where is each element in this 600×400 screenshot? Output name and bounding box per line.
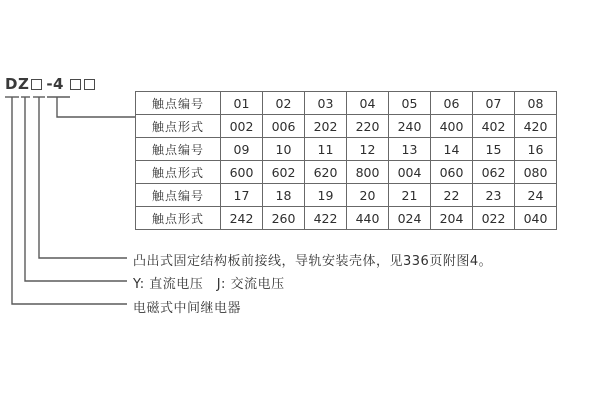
table-row <box>136 138 557 161</box>
row-label: 触点形式 <box>136 161 221 184</box>
table-cell: 17 <box>221 184 263 207</box>
annotation-structure: 凸出式固定结构板前接线，导轨安装壳体，见336页附图4。 <box>133 254 493 269</box>
table-cell: 202 <box>305 115 347 138</box>
table-cell: 062 <box>473 161 515 184</box>
table-cell: 21 <box>389 184 431 207</box>
table-cell: 060 <box>431 161 473 184</box>
table-cell: 15 <box>473 138 515 161</box>
table-cell: 03 <box>305 92 347 115</box>
table-cell: 24 <box>515 184 557 207</box>
table-cell: 602 <box>263 161 305 184</box>
table-row <box>136 92 557 115</box>
table-cell: 440 <box>347 207 389 230</box>
table-cell: 040 <box>515 207 557 230</box>
table-row <box>136 184 557 207</box>
table-cell: 400 <box>431 115 473 138</box>
placeholder-box <box>70 79 81 90</box>
model-dash-number: -4 <box>46 75 64 93</box>
table-row <box>136 115 557 138</box>
table-cell: 23 <box>473 184 515 207</box>
leader-line-structure <box>39 97 127 258</box>
table-cell: 420 <box>515 115 557 138</box>
row-label: 触点编号 <box>136 184 221 207</box>
leader-line-contact-table <box>57 97 135 117</box>
table-cell: 080 <box>515 161 557 184</box>
table-cell: 800 <box>347 161 389 184</box>
table-cell: 260 <box>263 207 305 230</box>
table-cell: 05 <box>389 92 431 115</box>
table-cell: 09 <box>221 138 263 161</box>
table-cell: 22 <box>431 184 473 207</box>
table-cell: 16 <box>515 138 557 161</box>
table-cell: 19 <box>305 184 347 207</box>
table-cell: 10 <box>263 138 305 161</box>
placeholder-box <box>84 79 95 90</box>
table-cell: 620 <box>305 161 347 184</box>
table-cell: 02 <box>263 92 305 115</box>
table-cell: 12 <box>347 138 389 161</box>
table-cell: 402 <box>473 115 515 138</box>
model-prefix: DZ <box>5 75 30 93</box>
table-cell: 006 <box>263 115 305 138</box>
table-row <box>136 161 557 184</box>
annotation-voltage-type: Y: 直流电压 J: 交流电压 <box>133 277 285 292</box>
table-cell: 242 <box>221 207 263 230</box>
table-cell: 600 <box>221 161 263 184</box>
table-cell: 11 <box>305 138 347 161</box>
table-cell: 004 <box>389 161 431 184</box>
table-cell: 204 <box>431 207 473 230</box>
leader-line-voltage-type <box>25 97 127 281</box>
table-cell: 08 <box>515 92 557 115</box>
leader-line-relay-type <box>12 97 127 304</box>
table-cell: 14 <box>431 138 473 161</box>
table-cell: 002 <box>221 115 263 138</box>
model-code <box>5 74 95 94</box>
table-row <box>136 207 557 230</box>
table-cell: 13 <box>389 138 431 161</box>
row-label: 触点形式 <box>136 115 221 138</box>
contact-spec-table <box>135 91 557 230</box>
table-cell: 07 <box>473 92 515 115</box>
table-cell: 01 <box>221 92 263 115</box>
table-cell: 220 <box>347 115 389 138</box>
table-cell: 024 <box>389 207 431 230</box>
table-cell: 240 <box>389 115 431 138</box>
row-label: 触点编号 <box>136 92 221 115</box>
row-label: 触点编号 <box>136 138 221 161</box>
row-label: 触点形式 <box>136 207 221 230</box>
placeholder-box <box>31 79 42 90</box>
table-cell: 18 <box>263 184 305 207</box>
table-cell: 04 <box>347 92 389 115</box>
table-cell: 06 <box>431 92 473 115</box>
annotation-relay-type: 电磁式中间继电器 <box>133 301 242 316</box>
table-cell: 20 <box>347 184 389 207</box>
table-cell: 022 <box>473 207 515 230</box>
table-cell: 422 <box>305 207 347 230</box>
